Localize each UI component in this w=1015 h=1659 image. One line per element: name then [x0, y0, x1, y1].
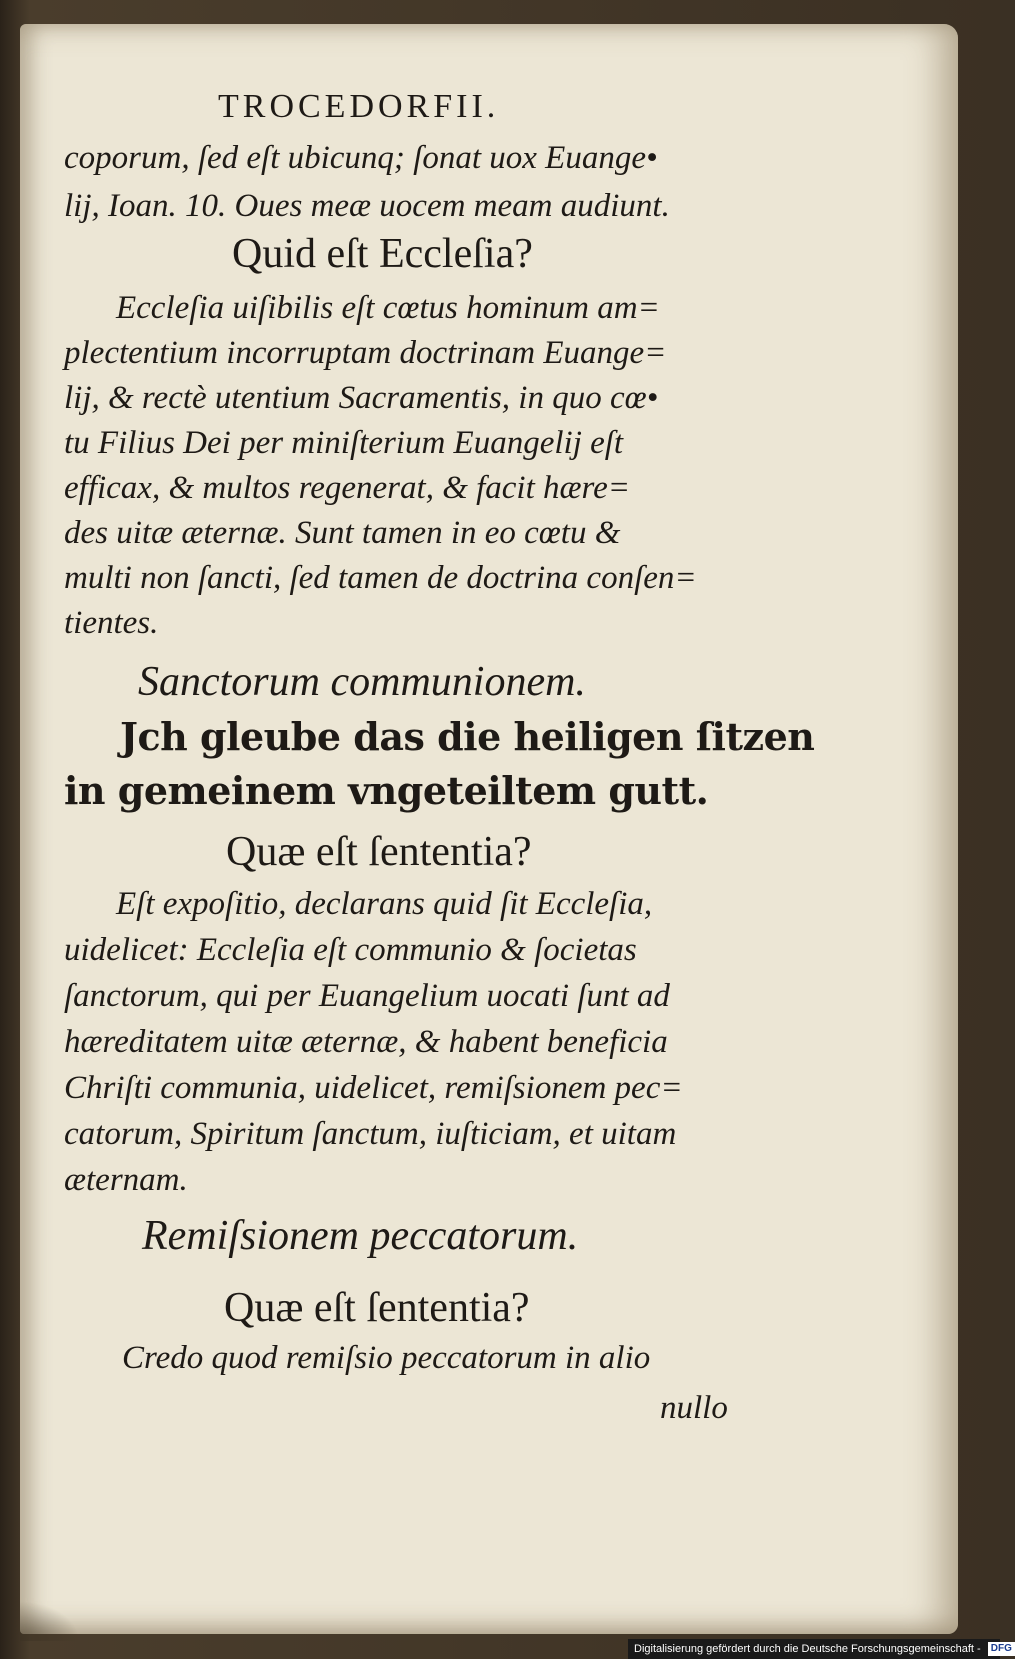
text-line-15: Chriſti communia, uidelicet, remiſsionem pec=	[64, 1070, 683, 1106]
text-line-10: tientes.	[64, 605, 159, 641]
text-line-8: des uitæ æternæ. Sunt tamen in eo cœtu &	[64, 515, 621, 551]
catchword: nullo	[660, 1390, 728, 1426]
text-line-12: uidelicet: Eccleſia eſt communio & ſocietas	[64, 932, 637, 968]
german-line-2: in gemeinem vngeteiltem gutt.	[64, 768, 709, 813]
text-line-4: plectentium incorruptam doctrinam Euange=	[64, 335, 667, 371]
text-line-7: efficax, & multos regenerat, & facit hære=	[64, 470, 631, 506]
text-line-1: coporum, ſed eſt ubicunq; ſonat uox Euange•	[64, 140, 658, 176]
text-line-11: Eſt expoſitio, declarans quid ſit Eccleſia,	[116, 886, 653, 922]
text-line-5: lij, & rectè utentium Sacramentis, in quo cœ•	[64, 380, 659, 416]
dfg-logo: DFG	[988, 1642, 1015, 1656]
text-line-6: tu Filius Dei per miniſterium Euangelij eſt	[64, 425, 624, 461]
text-line-3: Eccleſia uiſibilis eſt cœtus hominum am=	[116, 290, 660, 326]
text-line-9: multi non ſancti, ſed tamen de doctrina conſen=	[64, 560, 697, 596]
text-line-13: ſanctorum, qui per Euangelium uocati ſunt ad	[64, 978, 670, 1014]
running-head: TROCEDORFII.	[218, 88, 500, 125]
german-line-1: Jch gleube das die heiligen ſitzen	[120, 714, 815, 759]
heading-quae-est-sententia-1: Quæ eſt ſententia?	[226, 829, 532, 875]
digitization-credit-text: Digitalisierung gefördert durch die Deutsche Forschungsgemeinschaft -	[634, 1643, 981, 1655]
heading-quae-est-sententia-2: Quæ eſt ſententia?	[224, 1285, 530, 1331]
heading-quid-est-ecclesia: Quid eſt Eccleſia?	[232, 231, 533, 277]
text-line-16: catorum, Spiritum ſanctum, iuſticiam, et uitam	[64, 1116, 677, 1152]
text-line-18: Credo quod remiſsio peccatorum in alio	[122, 1340, 651, 1376]
text-line-14: hæreditatem uitæ æternæ, & habent beneficia	[64, 1024, 668, 1060]
heading-remissionem-peccatorum: Remiſsionem peccatorum.	[142, 1213, 579, 1259]
text-line-2: lij, Ioan. 10. Oues meæ uocem meam audiunt.	[64, 188, 670, 224]
text-line-17: æternam.	[64, 1162, 188, 1198]
heading-sanctorum-communionem: Sanctorum communionem.	[138, 659, 586, 705]
digitization-credit-bar	[628, 1639, 1012, 1659]
